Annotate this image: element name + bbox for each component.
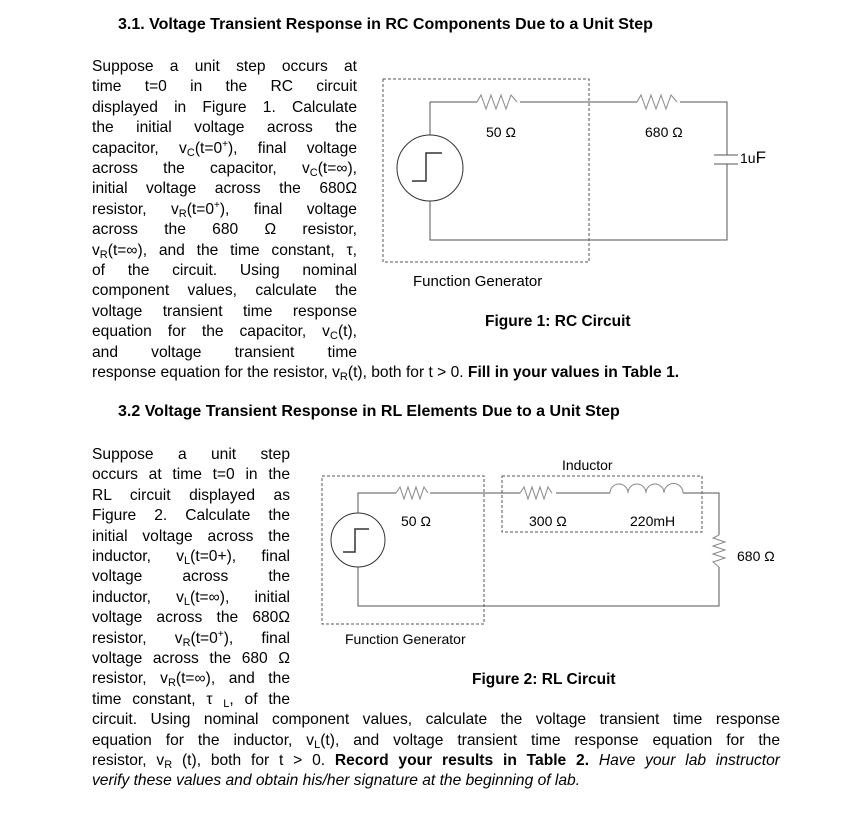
text-segment: C [329,330,338,343]
text-segment: initial voltage across the [92,527,290,545]
text-segment: v [92,241,100,259]
text-segment: resistor, v [92,752,165,769]
function-generator-label: Function Generator [413,273,543,290]
text-segment: , of the [229,690,290,708]
step-icon [343,529,369,552]
text-segment: L [183,595,191,608]
step-source-symbol [331,513,385,567]
section-3-2-heading: 3.2 Voltage Transient Response in RL Elements Due to a Unit Step [118,403,620,420]
text-segment: verify these values and obtain his/her signature at the beginning of lab. [92,772,581,790]
text-segment: voltage across the [92,568,290,586]
text-segment: and voltage transient time [92,343,357,361]
resistor-680-symbol [713,535,725,567]
text-segment: (t=∞), [317,160,357,177]
text-segment: + [217,628,224,640]
inductor-symbol [610,484,683,494]
text-segment: resistor, v [92,629,183,647]
text-segment: Have your lab instructor [598,752,780,769]
text-segment: C [309,167,318,179]
resistor-300-symbol [520,487,552,499]
text-segment: Fill in your values in Table 1. [467,364,680,381]
text-segment: (t), both for t > 0. [347,364,468,381]
text-segment: C [186,146,195,159]
text-segment: equation for the inductor, v [92,731,315,749]
r3-label: 680 Ω [737,548,775,564]
inductor-label: Inductor [562,457,613,473]
text-segment: + [222,138,228,150]
text-segment: R [164,759,173,771]
function-generator-label: Function Generator [345,631,466,647]
text-segment: (t=0+), final [190,548,291,565]
text-segment: response equation for the resistor, v [92,364,340,381]
r1-label: 50 Ω [486,124,516,140]
text-segment: time t=0 in the RC circuit [92,78,357,96]
text-segment: ), final voltage [219,200,357,218]
text-segment: (t=0 [190,629,218,647]
text-segment: voltage transient time response [92,302,357,320]
figure-2-caption: Figure 2: RL Circuit [472,671,616,688]
text-segment: (t=∞), initial [190,588,290,606]
text-segment: ), final voltage [227,139,357,157]
text-segment: voltage across the 680Ω [92,609,290,627]
text-segment: (t=∞), and the [175,670,290,688]
text-segment: R [178,207,187,220]
text-segment: resistor, v [92,200,179,218]
inductance-label: 220mH [630,513,676,529]
r2-label: 680 Ω [645,124,683,140]
text-segment: Record your results in Table 2. [334,752,590,769]
function-generator-box [322,476,484,624]
r1-label: 50 Ω [401,513,431,529]
text-segment: capacitor, v [92,139,187,157]
text-segment: across the 680 Ω resistor, [92,221,357,239]
text-segment: Suppose a unit step [92,446,290,463]
text-segment: RL circuit displayed as [92,486,290,504]
text-segment: R [339,371,348,383]
text-segment: Suppose a unit step occurs at [92,58,357,75]
text-segment: displayed in Figure 1. Calculate [92,98,357,116]
text-segment: (t), and voltage transient time response equation for the [320,731,780,749]
text-segment: resistor, v [92,670,168,688]
text-segment: time constant, τ [92,690,224,708]
text-segment: R [99,248,108,261]
text-segment: R [182,636,191,649]
text-segment: circuit. Using nominal component values, calculate the voltage transient time response [92,711,780,729]
section-3-1-heading: 3.1. Voltage Transient Response in RC Components Due to a Unit Step [118,16,653,33]
text-segment: + [214,199,220,211]
wire [358,493,719,606]
text-segment: (t=∞), and the time constant, τ, [107,241,357,259]
text-segment: across the capacitor, v [92,160,310,177]
text-segment: L [314,738,321,751]
capacitor-label: 1uF [740,148,766,167]
text-segment: R [167,677,176,690]
text-segment: (t=0 [186,200,215,218]
text-segment: initial voltage across the 680Ω [92,180,357,198]
text-segment: the initial voltage across the [92,119,357,137]
text-segment: component values, calculate the [92,282,357,300]
text-segment: (t), both for t > 0. [172,752,335,769]
resistor-50-symbol [396,487,428,499]
text-segment: occurs at time t=0 in the [92,466,290,484]
text-segment: ), final [223,629,290,647]
text-segment: (t=0 [194,139,223,157]
text-segment: Figure 2. Calculate the [92,507,290,525]
figure-1-caption: Figure 1: RC Circuit [485,313,631,330]
text-segment: inductor, v [92,588,184,606]
text-segment: equation for the capacitor, v [92,323,330,341]
text-segment: L [184,555,191,567]
r2-label: 300 Ω [529,513,567,529]
text-segment: voltage across the 680 Ω [92,650,290,667]
text-segment: L [223,697,230,710]
text-segment: (t), [337,323,357,341]
text-segment: inductor, v [92,548,185,565]
text-segment: of the circuit. Using nominal [92,262,357,279]
